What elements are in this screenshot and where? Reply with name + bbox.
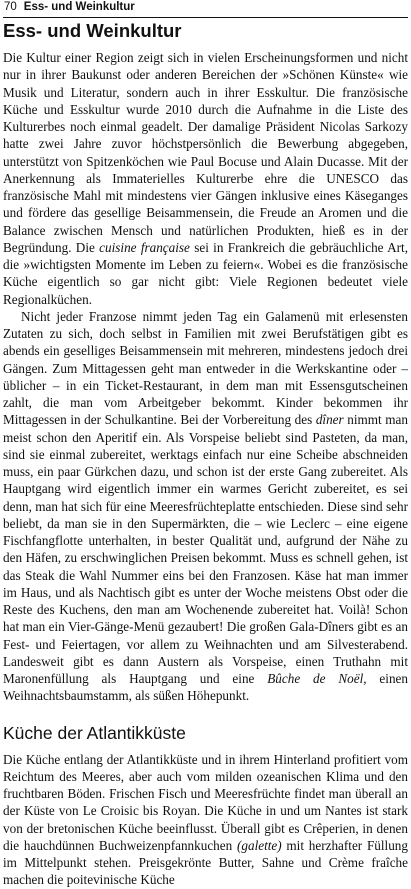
section-title: Küche der Atlantikküste xyxy=(3,722,186,743)
paragraph-text: Die Küche entlang der Atlantikküste und in ihrem Hinterland profitiert vom Reichtum des Meeres, aber auch vom milden ozeanischen Klima und den fruchtbaren Böden. Frischen Fisch und Meeresfrüchte findet man überall an der Küste von Le Croisic bis Royan. Die Küche in und um Nantes ist stark von der bretonischen Küche beeinflusst. Überall gibt es Crêperien, in denen die hauchdünnen Buchweizenpfannkuchen xyxy=(3,751,408,853)
running-head xyxy=(3,0,408,18)
paragraph-text: Nicht jeder Franzose nimmt jeden Tag ein Galamenü mit erlesensten Zutaten zu sich, doch selbst in Familien mit zwei Berufstätigen gibt es abends ein geselliges Beisammensein mit mehreren, mindestens jedoch drei Gängen. Zum Mittagessen geht man entweder in die Werkskantine oder – üblicher – in ein Ticket-Restaurant, in dem man mit Essensgutscheinen zahlt, die man vom Arbeitgeber bekommt. Kinder bekommen ihr Mittagessen in der Schulkantine. Bei der Vorbereitung des xyxy=(3,308,408,428)
paragraph-text: mit herzhafter Füllung im Mittelpunkt stehen. Preisgekrönte Butter, Sahne und Crème fraîche machen die poitevinische Küche xyxy=(3,837,408,888)
paragraph-text: sei in Frankreich die gebräuchliche Art, die »wichtigsten Momente im Leben zu feiern«. Wobei es die französische Küche eigentlich so gar nicht gibt: Viele Regionen bedeutet viele Regionalküchen. xyxy=(3,239,408,307)
paragraph xyxy=(3,308,408,705)
italic-term: cuisine française xyxy=(99,239,190,255)
italic-term: dîner xyxy=(315,412,344,428)
chapter-title: Ess- und Weinkultur xyxy=(3,20,182,41)
paragraph-text: Die Kultur einer Region zeigt sich in vielen Erscheinungsformen und nicht nur in ihrer Baukunst oder anderen Bereichen der »Schönen Künste« wie Musik und Literatur, sondern auch in ihrer Esskultur. Die französische Küche und Esskultur wurde 2010 durch die Aufnahme in die Liste des Kulturerbes noch einmal geadelt. Der damalige Präsident Nicolas Sarkozy hatte zwei Jahre zuvor höchstpersönlich die Bewerbung abgegeben, unterstützt von Spitzenköchen wie Paul Bocuse und Alain Ducasse. Mit der Anerkennung als Immaterielles Kulturerbe ehre die UNESCO das französische Mahl mit mindestens vier Gängen inklusive eines Käseganges und fördere das gesellige Beisammensein, die Freude an Aromen und die Balance zwischen Mensch und natürlichen Produkten, hieß es in der Begründung. Die xyxy=(3,50,408,255)
body-text xyxy=(3,49,408,705)
italic-term: Bûche de Noël, xyxy=(267,671,367,686)
page-number: 70 xyxy=(4,1,17,13)
running-head-section: Ess- und Weinkultur xyxy=(23,1,135,13)
section-body-text xyxy=(3,751,408,889)
paragraph xyxy=(3,751,408,889)
paragraph-text: einen Weihnachtsbaumstamm, als süßen Höhepunkt. xyxy=(3,671,408,704)
paragraph-text: nimmt man meist schon den Aperitif ein. Als Vorspeise beliebt sind Pasteten, da man, sind sie einmal zubereitet, werktags einfach nur eine Scheibe abschneiden muss, ein paar Gürkchen dazu, und schon ist der erste Gang zubereitet. Als Hauptgang wird eigentlich immer ein warmes Gericht zubereitet, es sei denn, man hat sich für eine Meeresfrüchteplatte entschieden. Diese sind sehr beliebt, da man sie in den Supermärkten, die – wie Leclerc – eine eigene Fischfangflotte unterhalten, in bester Qualität und, aufgrund der Nähe zu den Häfen, zu erschwinglichen Preisen bekommt. Muss es schnell gehen, ist das Steak die Wahl Nummer eins bei den Franzosen. Käse hat man immer im Haus, und als Nachtisch gibt es unter der Woche meistens Obst oder die Reste des Kuchens, den man am Wochenende zubereitet hat. Voilà! Schon hat man ein Vier-Gänge-Menü gezaubert! Die großen Gala-Dîners gibt es an Fest- und Feiertagen, vor allem zu Weihnachten und am Silvesterabend. Landesweit gibt es dann Austern als Vorspeise, einen Truthahn mit Maronenfüllung als Hauptgang und eine xyxy=(3,412,408,686)
paragraph xyxy=(3,49,408,308)
italic-term: (galette) xyxy=(236,837,282,853)
